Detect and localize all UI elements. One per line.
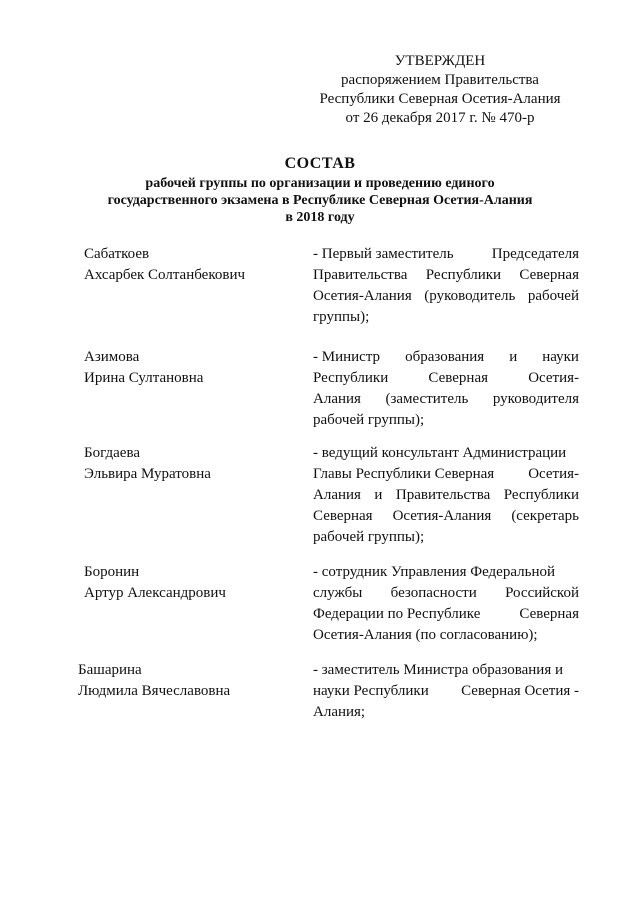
role-line bbox=[313, 485, 579, 506]
role-line bbox=[313, 244, 579, 265]
member-given-name: Людмила Вячеславовна bbox=[78, 683, 231, 699]
role-line bbox=[313, 660, 579, 681]
role-text: Алания; bbox=[313, 704, 366, 720]
member-role bbox=[313, 347, 579, 431]
role-text: Председателя bbox=[491, 246, 579, 262]
role-text: Северная bbox=[428, 370, 489, 386]
role-line bbox=[313, 286, 579, 307]
role-line bbox=[313, 562, 579, 583]
member-name bbox=[84, 244, 304, 286]
role-line bbox=[313, 702, 579, 723]
role-text: (заместитель bbox=[385, 391, 469, 407]
member-role bbox=[313, 244, 579, 328]
role-text: безопасности bbox=[390, 585, 477, 601]
role-line bbox=[313, 681, 579, 702]
member-surname: Башарина bbox=[78, 662, 142, 678]
role-text: Республики bbox=[425, 267, 502, 283]
member-surname: Сабаткоев bbox=[84, 246, 150, 262]
member-surname: Богдаева bbox=[84, 445, 141, 461]
title-heading: СОСТАВ bbox=[284, 155, 356, 172]
role-text: Алания bbox=[313, 487, 361, 503]
member-name bbox=[84, 347, 304, 389]
member-role bbox=[313, 443, 579, 548]
role-text: службы bbox=[313, 585, 363, 601]
role-text: Северная bbox=[313, 508, 373, 524]
role-text: Республики bbox=[503, 487, 579, 503]
approval-stamp bbox=[300, 52, 580, 128]
approval-authority: распоряжением Правительства bbox=[341, 72, 539, 88]
role-line bbox=[313, 464, 579, 485]
member-given-name: Ахсарбек Солтанбекович bbox=[84, 267, 246, 283]
role-text: Северная bbox=[519, 267, 579, 283]
member-surname: Боронин bbox=[84, 564, 140, 580]
approval-date-number: от 26 декабря 2017 г. № 470-р bbox=[345, 110, 535, 126]
member-name bbox=[78, 660, 298, 702]
role-line bbox=[313, 265, 579, 286]
role-text: группы); bbox=[313, 309, 370, 325]
role-text: - сотрудник Управления Федеральной bbox=[313, 564, 556, 580]
role-text: рабочей bbox=[527, 288, 579, 304]
role-text: - Первый заместитель bbox=[313, 246, 454, 262]
role-text: рабочей группы); bbox=[313, 412, 425, 428]
role-text: Осетия-Алания (по согласованию); bbox=[313, 627, 538, 643]
role-line bbox=[313, 443, 579, 464]
member-name bbox=[84, 443, 304, 485]
member-surname: Азимова bbox=[84, 349, 140, 365]
role-line bbox=[313, 368, 579, 389]
role-text: Федерации по Республике bbox=[313, 606, 481, 622]
member-given-name: Артур Александрович bbox=[84, 585, 226, 601]
role-line bbox=[313, 583, 579, 604]
role-text: Республики bbox=[313, 370, 389, 386]
document-title bbox=[60, 153, 580, 226]
role-text: науки bbox=[542, 349, 579, 365]
role-text: науки Республики bbox=[313, 683, 429, 699]
title-line-1: рабочей группы по организации и проведению единого bbox=[145, 176, 495, 191]
role-text: Алания bbox=[313, 391, 361, 407]
role-text: Осетия-Алания bbox=[313, 288, 412, 304]
title-line-3: в 2018 году bbox=[285, 210, 355, 225]
title-line-2: государственного экзамена в Республике Северная Осетия-Алания bbox=[107, 193, 533, 208]
role-line bbox=[313, 625, 579, 646]
role-text: и bbox=[374, 487, 383, 503]
role-line bbox=[313, 604, 579, 625]
role-text: Северная Осетия - bbox=[461, 683, 579, 699]
role-text: и bbox=[509, 349, 518, 365]
approval-label: УТВЕРЖДЕН bbox=[394, 53, 486, 69]
role-text: рабочей группы); bbox=[313, 529, 425, 545]
role-text: Российской bbox=[505, 585, 579, 601]
role-text: - ведущий консультант Администрации bbox=[313, 445, 567, 461]
role-text: (руководитель bbox=[424, 288, 516, 304]
role-line bbox=[313, 389, 579, 410]
role-text: Главы Республики Северная bbox=[313, 466, 495, 482]
member-given-name: Ирина Султановна bbox=[84, 370, 204, 386]
role-text: (секретарь bbox=[511, 508, 579, 524]
role-line bbox=[313, 347, 579, 368]
member-name bbox=[84, 562, 304, 604]
role-line bbox=[313, 307, 579, 328]
approval-government: Республики Северная Осетия-Алания bbox=[319, 91, 561, 107]
role-text: Правительства bbox=[313, 267, 408, 283]
role-line bbox=[313, 506, 579, 527]
role-text: Правительства bbox=[395, 487, 491, 503]
role-text: Осетия-Алания bbox=[392, 508, 492, 524]
role-text: Северная bbox=[519, 606, 579, 622]
role-text: - Министр bbox=[313, 349, 381, 365]
role-text: образования bbox=[405, 349, 485, 365]
role-line bbox=[313, 410, 579, 431]
member-role bbox=[313, 660, 579, 723]
role-text: руководителя bbox=[492, 391, 579, 407]
role-text: Осетия- bbox=[528, 466, 579, 482]
role-line bbox=[313, 527, 579, 548]
role-text: - заместитель Министра образования и bbox=[313, 662, 564, 678]
member-role bbox=[313, 562, 579, 646]
role-text: Осетия- bbox=[528, 370, 579, 386]
member-given-name: Эльвира Муратовна bbox=[84, 466, 211, 482]
